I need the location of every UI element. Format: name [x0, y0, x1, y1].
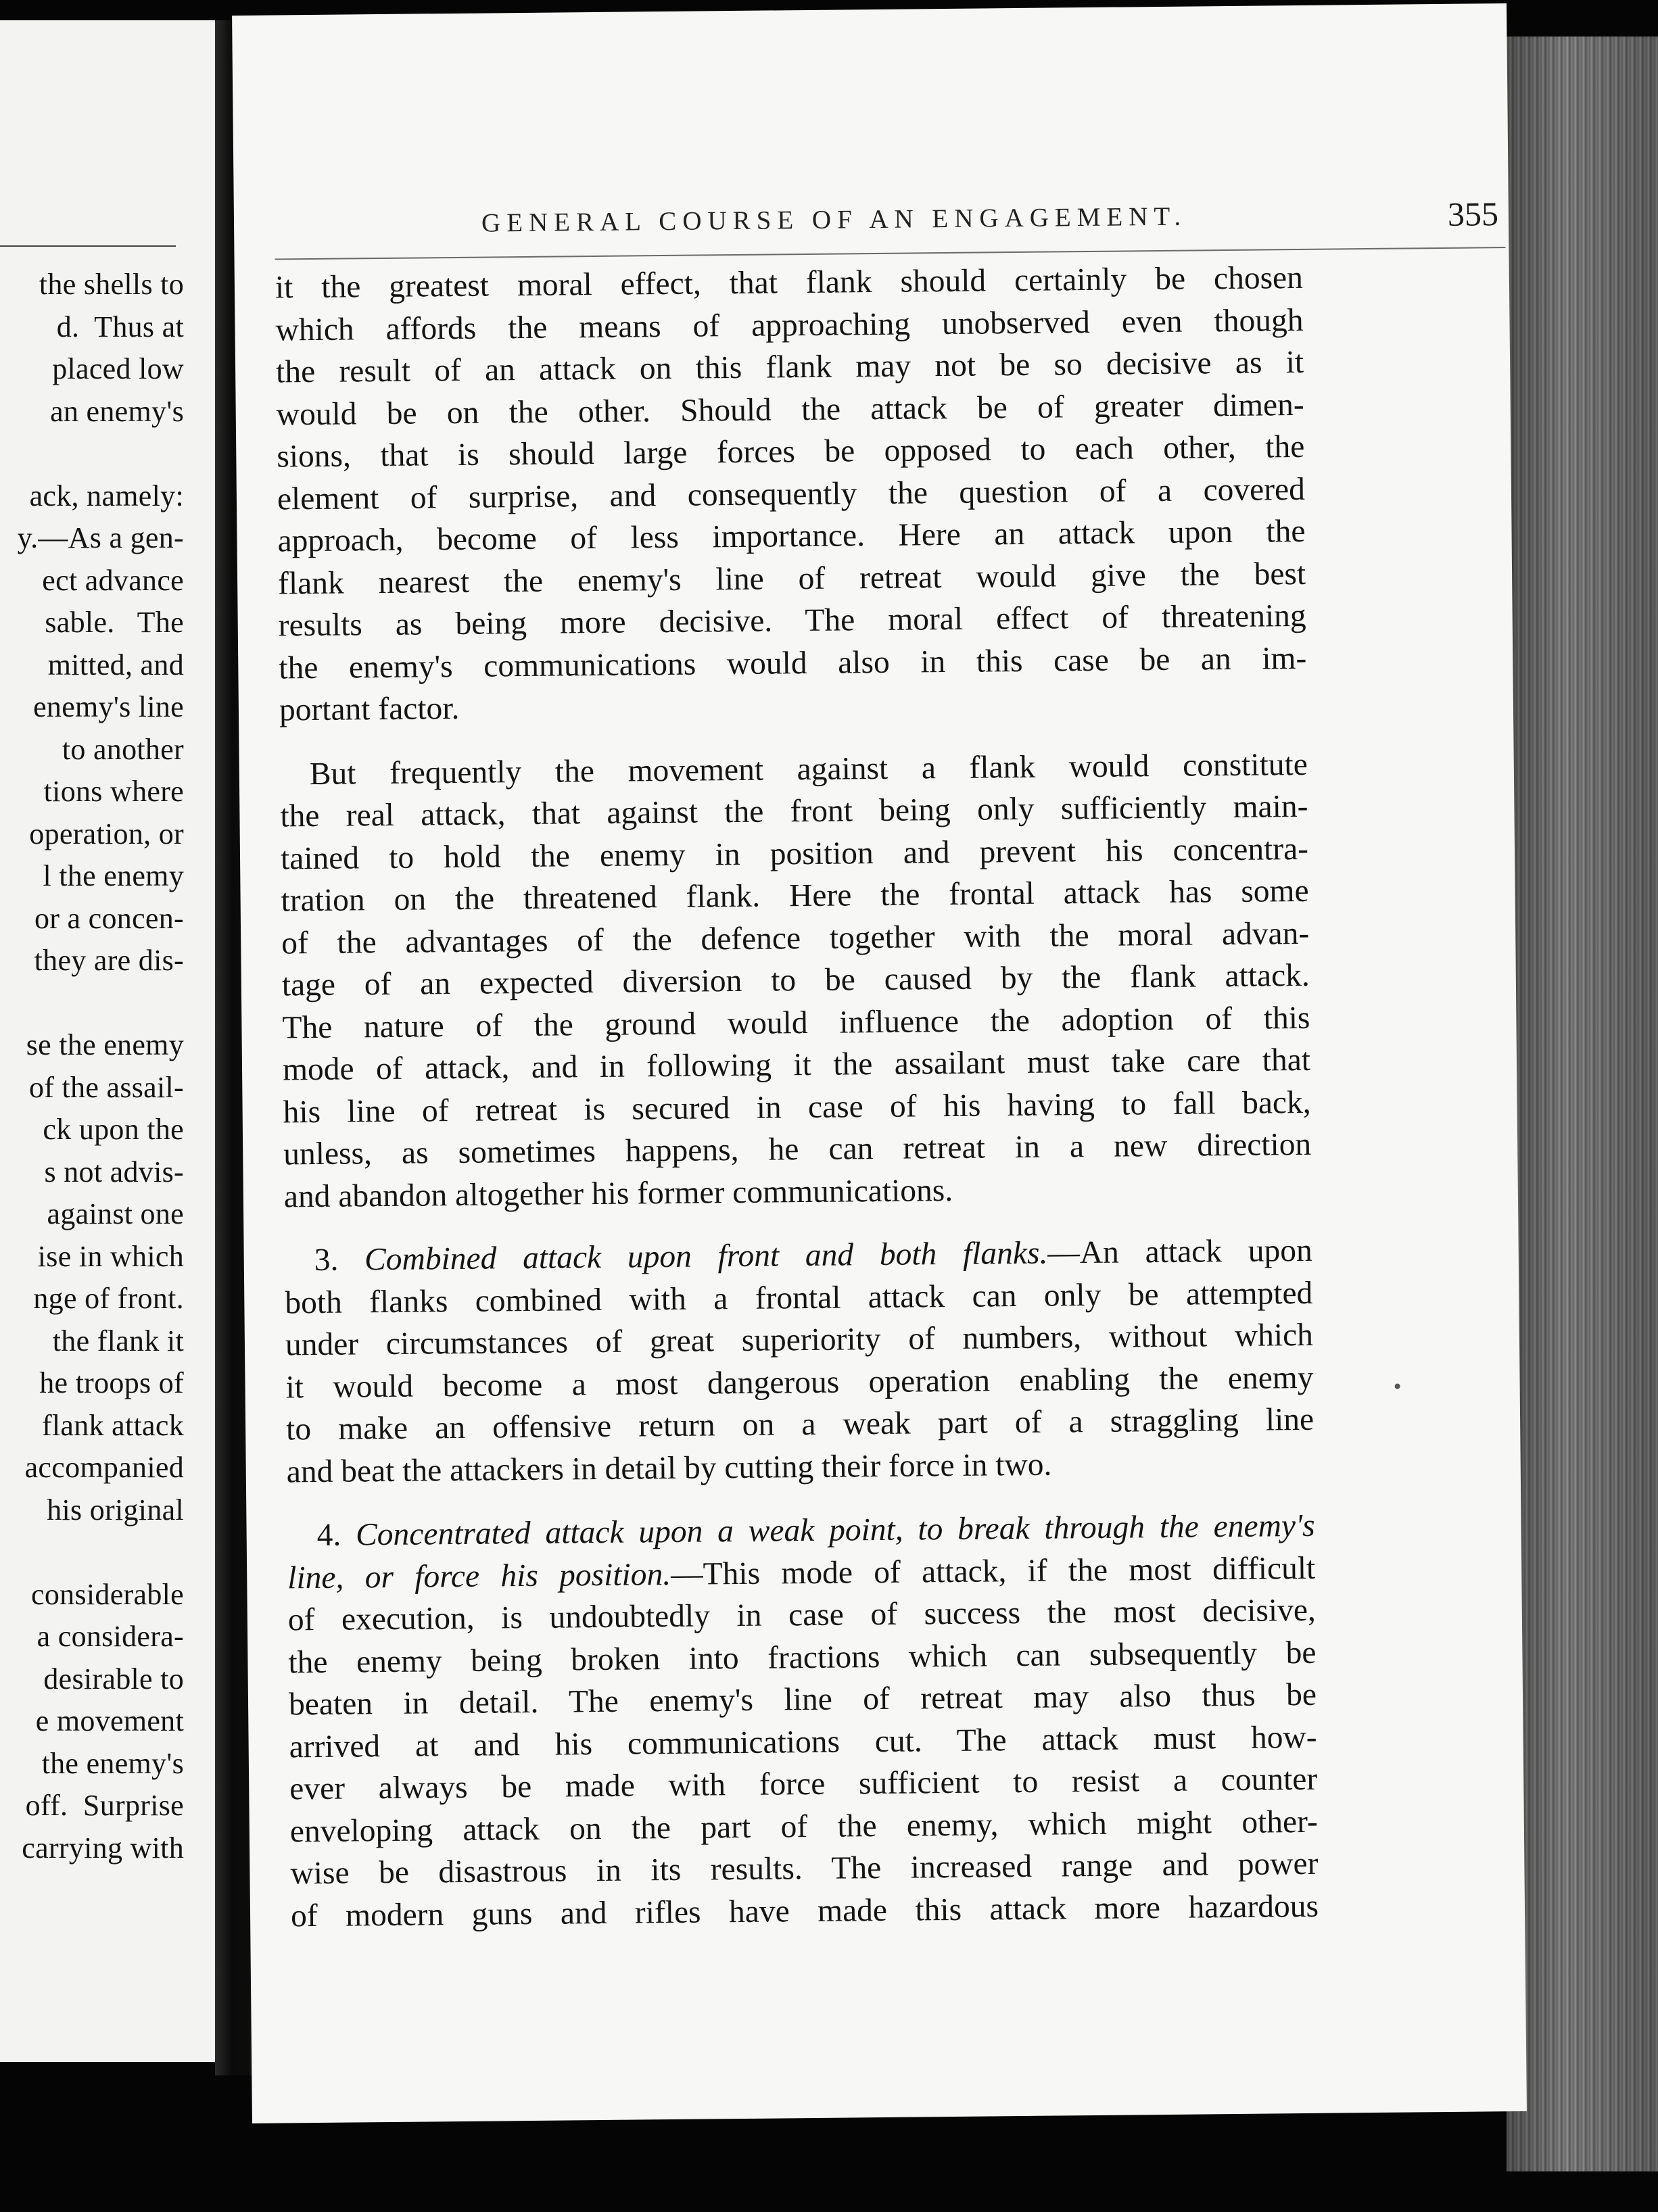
running-head-title: GENERAL COURSE OF AN ENGAGEMENT.: [481, 201, 1187, 238]
left-page-line: he troops of: [39, 1366, 184, 1399]
left-page-line: [0, 433, 184, 475]
paragraph-text: —An attack upon: [1047, 1232, 1312, 1271]
text-line: the enemy's communications would also in this case be an im-: [279, 640, 1307, 686]
left-page-line: the flank it: [52, 1324, 184, 1357]
text-line: mode of attack, and in following it the assailant must take care that: [282, 1042, 1311, 1088]
paragraph-3: [284, 1230, 1314, 1493]
text-line: would be on the other. Should the attack be of greater dimen-: [276, 387, 1304, 433]
left-page-line: the shells to: [39, 268, 184, 301]
text-line: and abandon altogether his former communications.: [283, 1172, 953, 1214]
text-line: it the greatest moral effect, that flank should certainly be chosen: [275, 260, 1304, 306]
left-page-line: off. Surprise: [25, 1789, 184, 1822]
left-page-line: s not advis-: [44, 1155, 184, 1188]
left-page-line: considerable: [31, 1577, 184, 1611]
left-page-line: against one: [47, 1197, 184, 1230]
section-heading: Concentrated attack upon a weak point, to break through the enemy's: [355, 1508, 1315, 1553]
paragraph-text: —This mode of attack, if the most difficult: [670, 1550, 1316, 1592]
text-line: flank nearest the enemy's line of retreat would give the best: [277, 556, 1306, 602]
left-page-line: or a concen-: [34, 901, 184, 935]
text-line: unless, as sometimes happens, he can retreat in a new direction: [283, 1126, 1312, 1172]
text-line: to make an offensive return on a weak part of a straggling line: [285, 1401, 1314, 1447]
text-line: of the advantages of the defence together with the moral advan-: [281, 915, 1310, 961]
left-page-text: [0, 264, 184, 1869]
paragraph-1: [275, 257, 1308, 731]
left-page-line: operation, or: [29, 817, 184, 850]
paragraph-3-lines: [285, 1272, 1314, 1493]
text-line: of execution, is undoubtedly in case of success the most decisive,: [287, 1592, 1317, 1638]
paragraph-4-lines: [288, 1589, 1319, 1938]
text-line: But frequently the movement against a flank would constitute: [309, 746, 1308, 792]
page-edges-shade: [1507, 37, 1658, 2171]
left-page-line: ect advance: [42, 563, 184, 597]
text-line: and beat the attackers in detail by cutting their force in two.: [286, 1447, 1052, 1489]
left-page-line: [0, 982, 184, 1025]
left-page-line: enemy's line: [33, 690, 184, 723]
text-line: portant factor.: [279, 690, 460, 728]
text-line: his line of retreat is secured in case of his having to fall back,: [283, 1084, 1311, 1130]
running-head-rule: [275, 247, 1506, 260]
left-page-line: the enemy's: [41, 1746, 184, 1780]
section-number: 4.: [316, 1517, 341, 1554]
left-page-line: [0, 1531, 184, 1574]
text-line: approach, become of less importance. Here an attack upon the: [277, 513, 1306, 559]
left-page-line: l the enemy: [43, 859, 184, 892]
body-text: [275, 257, 1319, 1937]
text-line: enveloping attack on the part of the enemy, which might other-: [289, 1804, 1319, 1849]
text-line: element of surprise, and consequently the question of a covered: [277, 471, 1306, 517]
text-line: arrived at and his communications cut. The attack must how-: [289, 1719, 1317, 1764]
left-page-line: accompanied: [24, 1451, 184, 1484]
left-page-line: y.—As a gen-: [17, 521, 184, 554]
left-page-line: ack, namely:: [29, 479, 184, 512]
left-page-line: desirable to: [43, 1662, 184, 1696]
paragraph-4: [287, 1505, 1319, 1938]
left-page-line: a considera-: [37, 1620, 184, 1653]
left-page-line: flank attack: [41, 1408, 184, 1442]
text-line: beaten in detail. The enemy's line of retreat may also thus be: [288, 1677, 1317, 1723]
text-line: tration on the threatened flank. Here the frontal attack has some: [281, 873, 1309, 919]
section-number: 3.: [314, 1242, 339, 1278]
text-line: of modern guns and rifles have made this attack more hazardous: [290, 1888, 1319, 1933]
left-page-line: ck upon the: [43, 1113, 184, 1146]
section-heading-continued: line, or force his position.: [287, 1556, 671, 1595]
text-line: it would become a most dangerous operation enabling the enemy: [285, 1360, 1314, 1405]
left-page-line: his original: [47, 1493, 184, 1526]
right-page: [232, 3, 1527, 2123]
paragraph-2: [280, 743, 1312, 1218]
left-page-line: an enemy's: [50, 394, 184, 428]
text-line: which affords the means of approaching unobserved even though: [275, 302, 1304, 348]
text-line: the result of an attack on this flank may not be so decisive as it: [275, 344, 1304, 390]
left-page: [0, 20, 215, 2062]
left-page-line: d. Thus at: [56, 310, 184, 343]
section-heading: Combined attack upon front and both flanks.: [364, 1235, 1048, 1278]
left-page-line: carrying with: [22, 1831, 184, 1865]
left-page-line: nge of front.: [33, 1282, 184, 1315]
text-line: the real attack, that against the front being only sufficiently main-: [280, 788, 1308, 834]
text-line: sions, that is should large forces be opposed to each other, the: [277, 429, 1305, 475]
left-page-line: of the assail-: [28, 1070, 184, 1104]
text-line: under circumstances of great superiority of numbers, without which: [285, 1317, 1314, 1363]
left-page-line: ise in which: [37, 1239, 184, 1273]
text-line: both flanks combined with a frontal attack can only be attempted: [285, 1275, 1313, 1320]
text-line: tained to hold the enemy in position and prevent his concentra-: [280, 831, 1309, 876]
left-page-line: e movement: [35, 1704, 184, 1737]
text-line: the enemy being broken into fractions which can subsequently be: [288, 1635, 1317, 1680]
left-page-line: sable. The: [45, 606, 184, 639]
text-line: wise be disastrous in its results. The increased range and power: [290, 1846, 1319, 1892]
text-line: results as being more decisive. The moral effect of threatening: [278, 598, 1306, 644]
text-line: ever always be made with force sufficient to resist a counter: [289, 1761, 1318, 1807]
left-page-rule: [0, 245, 176, 247]
left-page-line: to another: [62, 732, 184, 766]
left-page-line: they are dis-: [34, 944, 184, 977]
left-page-line: se the enemy: [26, 1028, 184, 1061]
left-page-line: placed low: [52, 352, 184, 385]
left-page-line: tions where: [43, 775, 184, 808]
left-page-line: mitted, and: [47, 648, 184, 681]
page-number: 355: [1447, 195, 1499, 233]
text-line: The nature of the ground would influence the adoption of this: [282, 1000, 1310, 1045]
dust-speck: [1395, 1384, 1400, 1389]
text-line: tage of an expected diversion to be caused by the flank attack.: [281, 957, 1310, 1003]
